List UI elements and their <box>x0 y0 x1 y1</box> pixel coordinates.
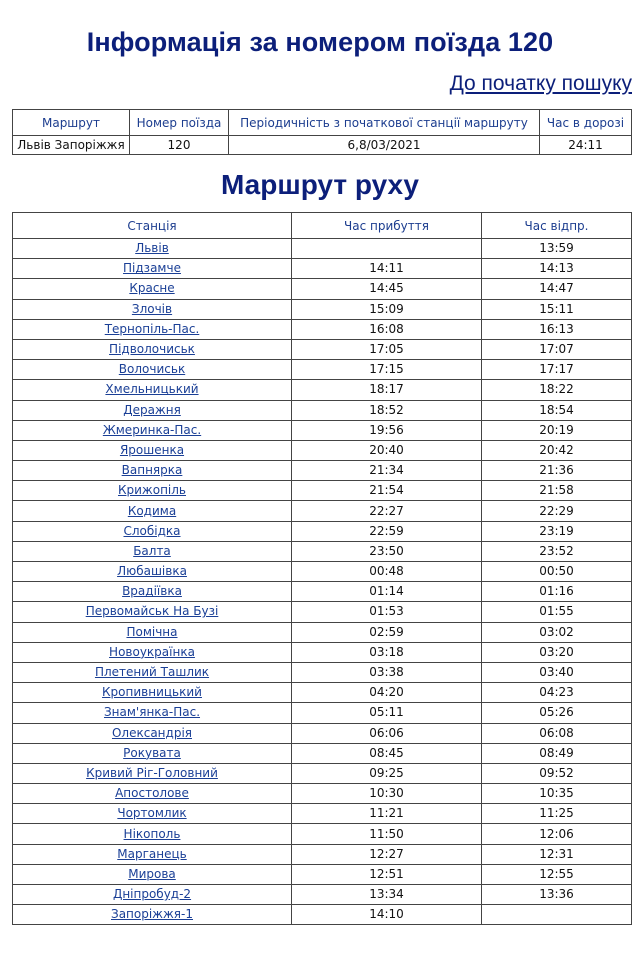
station-cell <box>13 239 292 259</box>
station-link[interactable]: Первомайськ На Бузі <box>85 604 219 619</box>
station-cell <box>13 319 292 339</box>
route-row <box>13 743 632 763</box>
station-link[interactable]: Тернопіль-Пас. <box>104 321 200 336</box>
departure-time: 12:55 <box>482 864 632 884</box>
page-title: Інформація за номером поїзда 120 <box>86 27 554 57</box>
info-route: Львів Запоріжжя <box>13 136 130 155</box>
arrival-time: 12:27 <box>292 844 482 864</box>
info-header-periodicity: Періодичність з початкової станції маршруту <box>229 110 540 136</box>
station-cell <box>13 481 292 501</box>
route-row <box>13 723 632 743</box>
departure-time <box>482 905 632 925</box>
station-link[interactable]: Нікополь <box>123 826 181 841</box>
departure-time: 23:52 <box>482 541 632 561</box>
departure-time: 17:07 <box>482 339 632 359</box>
station-cell <box>13 440 292 460</box>
arrival-time: 03:38 <box>292 662 482 682</box>
station-cell <box>13 299 292 319</box>
route-row <box>13 420 632 440</box>
route-row <box>13 763 632 783</box>
route-row <box>13 582 632 602</box>
arrival-time: 21:54 <box>292 481 482 501</box>
arrival-time: 05:11 <box>292 703 482 723</box>
departure-time: 03:20 <box>482 642 632 662</box>
station-cell <box>13 582 292 602</box>
route-row <box>13 279 632 299</box>
station-link[interactable]: Вапнярка <box>121 463 183 478</box>
route-row <box>13 380 632 400</box>
station-link[interactable]: Знам'янка-Пас. <box>103 705 201 720</box>
station-cell <box>13 824 292 844</box>
departure-time: 06:08 <box>482 723 632 743</box>
arrival-time: 11:50 <box>292 824 482 844</box>
station-link[interactable]: Кодима <box>127 503 177 518</box>
route-header-departure: Час відпр. <box>482 213 632 239</box>
station-link[interactable]: Любашівка <box>117 564 187 579</box>
arrival-time: 01:53 <box>292 602 482 622</box>
departure-time: 12:06 <box>482 824 632 844</box>
station-cell <box>13 743 292 763</box>
arrival-time: 14:11 <box>292 259 482 279</box>
station-link[interactable]: Олександрія <box>111 725 192 740</box>
departure-time: 16:13 <box>482 319 632 339</box>
station-cell <box>13 501 292 521</box>
departure-time: 09:52 <box>482 763 632 783</box>
station-link[interactable]: Рокувата <box>123 745 181 760</box>
arrival-time: 09:25 <box>292 763 482 783</box>
station-link[interactable]: Слобідка <box>123 523 181 538</box>
departure-time: 14:13 <box>482 259 632 279</box>
train-info-table <box>12 109 632 155</box>
arrival-time: 02:59 <box>292 622 482 642</box>
station-cell <box>13 521 292 541</box>
route-row <box>13 259 632 279</box>
station-cell <box>13 844 292 864</box>
station-link[interactable]: Плетений Ташлик <box>94 665 210 680</box>
arrival-time: 14:45 <box>292 279 482 299</box>
route-row <box>13 440 632 460</box>
station-link[interactable]: Новоукраїнка <box>109 644 195 659</box>
departure-time: 04:23 <box>482 683 632 703</box>
route-row <box>13 622 632 642</box>
route-row <box>13 864 632 884</box>
arrival-time: 15:09 <box>292 299 482 319</box>
route-row <box>13 239 632 259</box>
route-row <box>13 360 632 380</box>
arrival-time: 00:48 <box>292 562 482 582</box>
station-cell <box>13 562 292 582</box>
route-header-row <box>13 213 632 239</box>
route-row <box>13 784 632 804</box>
arrival-time: 03:18 <box>292 642 482 662</box>
station-cell <box>13 642 292 662</box>
station-link[interactable]: Запоріжжя-1 <box>111 907 193 922</box>
station-link[interactable]: Хмельницький <box>105 382 199 397</box>
departure-time: 05:26 <box>482 703 632 723</box>
route-row <box>13 400 632 420</box>
departure-time: 23:19 <box>482 521 632 541</box>
info-row <box>13 136 632 155</box>
info-header-train-number: Номер поїзда <box>130 110 229 136</box>
route-row <box>13 541 632 561</box>
arrival-time: 18:52 <box>292 400 482 420</box>
station-cell <box>13 784 292 804</box>
station-cell <box>13 763 292 783</box>
station-cell <box>13 279 292 299</box>
arrival-time: 19:56 <box>292 420 482 440</box>
station-link[interactable]: Врадіївка <box>122 584 182 599</box>
route-row <box>13 602 632 622</box>
station-cell <box>13 723 292 743</box>
route-row <box>13 683 632 703</box>
station-link[interactable]: Львів <box>135 241 169 256</box>
arrival-time: 23:50 <box>292 541 482 561</box>
departure-time: 01:16 <box>482 582 632 602</box>
route-body <box>13 239 632 925</box>
arrival-time: 18:17 <box>292 380 482 400</box>
arrival-time: 22:27 <box>292 501 482 521</box>
departure-time: 13:59 <box>482 239 632 259</box>
station-link[interactable]: Красне <box>129 281 175 296</box>
station-cell <box>13 885 292 905</box>
station-link[interactable]: Помічна <box>126 624 178 639</box>
info-periodicity: 6,8/03/2021 <box>229 136 540 155</box>
station-cell <box>13 380 292 400</box>
station-cell <box>13 622 292 642</box>
station-cell <box>13 804 292 824</box>
station-cell <box>13 461 292 481</box>
station-cell <box>13 360 292 380</box>
station-cell <box>13 339 292 359</box>
departure-time: 12:31 <box>482 844 632 864</box>
route-row <box>13 905 632 925</box>
station-cell <box>13 905 292 925</box>
departure-time: 18:22 <box>482 380 632 400</box>
route-row <box>13 481 632 501</box>
arrival-time: 21:34 <box>292 461 482 481</box>
info-header-route: Маршрут <box>13 110 130 136</box>
station-link[interactable]: Ярошенка <box>119 442 185 457</box>
arrival-time: 13:34 <box>292 885 482 905</box>
departure-time: 13:36 <box>482 885 632 905</box>
station-link[interactable]: Дніпробуд-2 <box>112 887 192 902</box>
arrival-time: 22:59 <box>292 521 482 541</box>
station-link[interactable]: Крижопіль <box>117 483 186 498</box>
route-row <box>13 521 632 541</box>
arrival-time: 20:40 <box>292 440 482 460</box>
station-link[interactable]: Злочів <box>131 301 173 316</box>
station-link[interactable]: Підзамче <box>123 261 181 276</box>
arrival-time: 14:10 <box>292 905 482 925</box>
station-cell <box>13 703 292 723</box>
departure-time: 01:55 <box>482 602 632 622</box>
departure-time: 03:40 <box>482 662 632 682</box>
station-cell <box>13 864 292 884</box>
departure-time: 20:42 <box>482 440 632 460</box>
station-cell <box>13 420 292 440</box>
info-travel-time: 24:11 <box>540 136 632 155</box>
info-header-travel-time: Час в дорозі <box>540 110 632 136</box>
arrival-time: 06:06 <box>292 723 482 743</box>
departure-time: 21:58 <box>482 481 632 501</box>
arrival-time: 17:05 <box>292 339 482 359</box>
route-row <box>13 844 632 864</box>
station-cell <box>13 259 292 279</box>
station-cell <box>13 662 292 682</box>
route-row <box>13 662 632 682</box>
station-link[interactable]: Кривий Ріг-Головний <box>86 765 218 780</box>
station-link[interactable]: Балта <box>133 543 171 558</box>
arrival-time: 11:21 <box>292 804 482 824</box>
station-cell <box>13 400 292 420</box>
station-link[interactable]: Підволочиськ <box>109 342 195 357</box>
station-link[interactable]: Кропивницький <box>102 685 202 700</box>
arrival-time: 17:15 <box>292 360 482 380</box>
route-header-arrival: Час прибуття <box>292 213 482 239</box>
departure-time: 08:49 <box>482 743 632 763</box>
departure-time: 14:47 <box>482 279 632 299</box>
route-row <box>13 299 632 319</box>
info-train-number: 120 <box>130 136 229 155</box>
route-table <box>12 212 632 925</box>
station-link[interactable]: Мирова <box>128 866 176 881</box>
departure-time: 21:36 <box>482 461 632 481</box>
station-cell <box>13 602 292 622</box>
route-row <box>13 804 632 824</box>
route-row <box>13 885 632 905</box>
route-row <box>13 824 632 844</box>
info-header-row <box>13 110 632 136</box>
station-link[interactable]: Чортомлик <box>117 806 187 821</box>
arrival-time <box>292 239 482 259</box>
arrival-time: 08:45 <box>292 743 482 763</box>
arrival-time: 04:20 <box>292 683 482 703</box>
route-row <box>13 562 632 582</box>
departure-time: 11:25 <box>482 804 632 824</box>
departure-time: 17:17 <box>482 360 632 380</box>
route-row <box>13 703 632 723</box>
arrival-time: 10:30 <box>292 784 482 804</box>
route-row <box>13 339 632 359</box>
route-row <box>13 319 632 339</box>
arrival-time: 01:14 <box>292 582 482 602</box>
departure-time: 20:19 <box>482 420 632 440</box>
departure-time: 10:35 <box>482 784 632 804</box>
station-cell <box>13 683 292 703</box>
arrival-time: 16:08 <box>292 319 482 339</box>
departure-time: 00:50 <box>482 562 632 582</box>
departure-time: 18:54 <box>482 400 632 420</box>
station-link[interactable]: Апостолове <box>115 786 189 801</box>
arrival-time: 12:51 <box>292 864 482 884</box>
departure-time: 15:11 <box>482 299 632 319</box>
departure-time: 22:29 <box>482 501 632 521</box>
station-link[interactable]: Жмеринка-Пас. <box>102 422 202 437</box>
station-link[interactable]: Деражня <box>123 402 181 417</box>
route-title: Маршрут руху <box>221 169 419 200</box>
departure-time: 03:02 <box>482 622 632 642</box>
station-link[interactable]: Волочиськ <box>118 362 186 377</box>
route-header-station: Станція <box>13 213 292 239</box>
route-row <box>13 642 632 662</box>
route-row <box>13 461 632 481</box>
station-cell <box>13 541 292 561</box>
back-to-search-link[interactable]: До початку пошуку <box>449 72 632 95</box>
route-row <box>13 501 632 521</box>
station-link[interactable]: Марганець <box>117 846 187 861</box>
